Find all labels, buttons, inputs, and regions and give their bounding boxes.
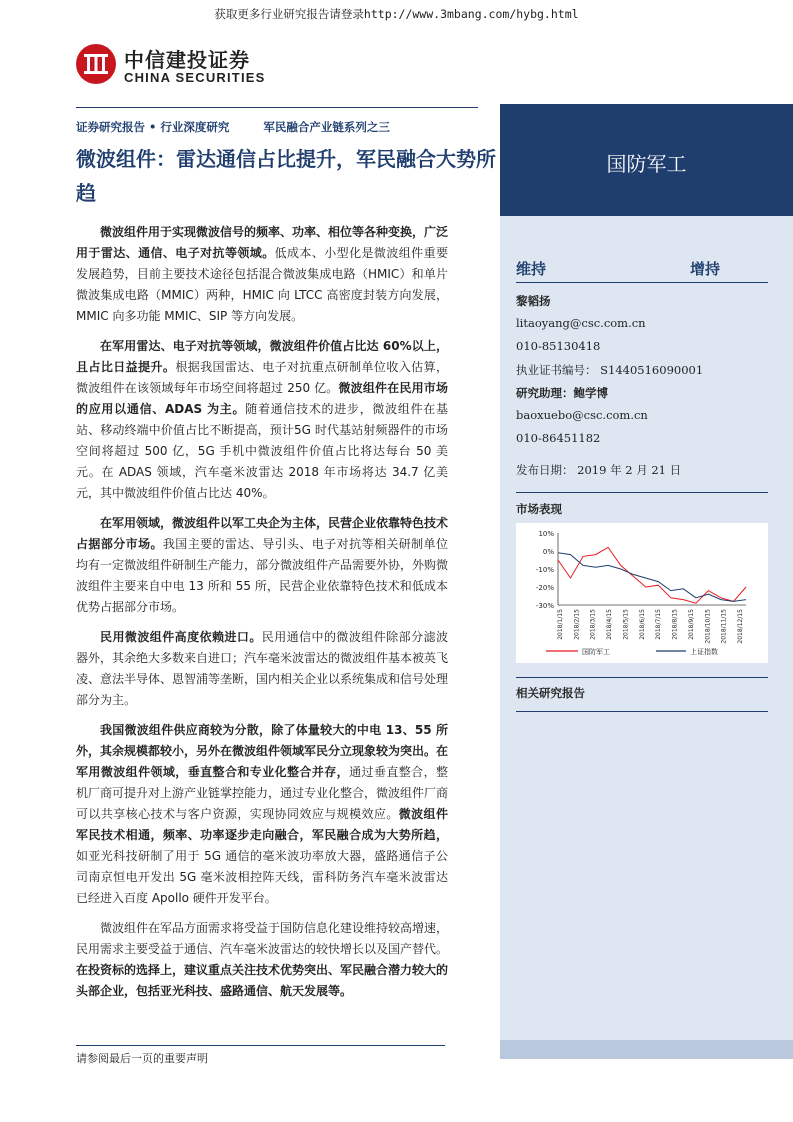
related-title: 相关研究报告 [516, 686, 585, 700]
x-tick-label: 2018/11/15 [720, 609, 728, 644]
x-tick-label: 2018/7/15 [655, 609, 663, 640]
y-tick-label: -30% [535, 602, 554, 610]
analyst-cert: 执业证书编号： S1440516090001 [516, 363, 704, 377]
sector-label: 国防军工 [606, 152, 687, 176]
analyst-phone: 010-85130418 [516, 339, 601, 353]
brand-logo-icon [76, 44, 116, 84]
paragraph-text: 我国主要的雷达、导引头、电子对抗等相关研制单位均有一定微波组件研制生产能力，部分微波组件产品需要外协，外购微波组件主要来自中电 13 所和 55 所，民营企业依靠特色技术和低成本优势占据部分市场。 [76, 537, 449, 614]
report-title: 微波组件：雷达通信占比提升，军民融合大势所趋 [76, 147, 496, 205]
paragraph-text: 民用通信中的微波组件除部分滤波器外，其余绝大多数来自进口；汽车毫米波雷达的微波组件基本被英飞凌、意法半导体、恩智浦等垄断，国内相关企业以系统集成和信号处理部分为主。 [76, 630, 449, 707]
sidebar-divider [516, 282, 768, 283]
x-tick-label: 2018/9/15 [687, 609, 695, 640]
brand-name-cn: 中信建投证券 [124, 48, 250, 72]
assistant-name: 研究助理：鲍学博 [516, 386, 608, 400]
legend-label: 上证指数 [690, 648, 718, 656]
y-tick-label: 10% [538, 530, 554, 538]
x-tick-label: 2018/1/15 [557, 609, 564, 640]
series-line [558, 547, 746, 603]
paragraph-text: 如亚光科技研制了用于 5G 通信的毫米波功率放大器，盛路通信子公司南京恒电开发出 5G 毫米波相控阵天线，雷科防务汽车毫米波雷达已经进入百度 Apollo 硬件开发平台。 [76, 849, 448, 905]
paragraph-text: 根据我国雷达、电子对抗重点研制单位收入估算，微波组件在该领域每年市场空间将超过 250 亿。 [76, 360, 448, 395]
brand-name-en: CHINA SECURITIES [124, 70, 266, 85]
x-tick-label: 2018/4/15 [606, 609, 614, 640]
x-tick-label: 2018/10/15 [704, 609, 712, 644]
analyst-email[interactable]: litaoyang@csc.com.cn [516, 316, 646, 330]
header-rule [76, 107, 478, 108]
sidebar-footer-bar [500, 1040, 793, 1059]
paragraph [76, 720, 448, 909]
x-tick-label: 2018/2/15 [573, 609, 581, 640]
paragraph-bold: 在投资标的选择上，建议重点关注技术优势突出、军民融合潜力较大的头部企业，包括亚光科技、盛路通信、航天发展等。 [76, 963, 449, 998]
report-type: 证券研究报告 • 行业深度研究 [76, 120, 230, 134]
assistant-phone: 010-86451182 [516, 431, 601, 445]
x-tick-label: 2018/3/15 [589, 609, 597, 640]
paragraph [76, 222, 448, 327]
paragraph [76, 918, 448, 1002]
paragraph-bold: 我国微波组件供应商较为分散，除了体量较大的中电 13、55 所外，其余规模都较小，另外在微波组件领域军民分立现象较为突出。在军用微波组件领域，垂直整合和专业化整合并存， [76, 723, 449, 779]
publish-date: 发布日期： 2019 年 2 月 21 日 [516, 463, 682, 477]
paragraph-bold: 微波组件军民技术相通，频率、功率逐步走向融合，军民融合成为大势所趋， [76, 807, 448, 842]
x-tick-label: 2018/6/15 [638, 609, 646, 640]
report-body [76, 222, 448, 1011]
paragraph [76, 336, 448, 504]
paragraph-text: 低成本、小型化是微波组件重要发展趋势，目前主要技术途径包括混合微波集成电路（HMIC）和单片微波集成电路（MMIC）两种，HMIC 向 LTCC 高密度封装方向发展，MMIC 向多功能 MMIC、SIP 等方向发展。 [76, 246, 448, 323]
y-tick-label: -10% [535, 566, 554, 574]
top-banner: 获取更多行业研究报告请登录http://www.3mbang.com/hybg.html [214, 7, 579, 21]
paragraph-text: 随着通信技术的进步，微波组件在基站、移动终端中价值占比不断提高，预计5G 时代基站射频器件的市场空间将超过 500 亿，5G 手机中微波组件价值占比将达每台 50 美元。在 ADAS 领域，汽车毫米波雷达 2018 年市场将达 34.7 亿美元，其中微波组件价值占比达 40%。 [76, 402, 448, 500]
market-chart [516, 523, 768, 663]
report-series [76, 119, 390, 135]
series-line [558, 553, 746, 602]
rating-value: 增持 [690, 260, 721, 278]
paragraph [76, 513, 448, 618]
rating-label: 维持 [516, 260, 547, 278]
analyst-name: 黎韬扬 [516, 294, 551, 308]
paragraph-bold: 在军用领域，微波组件以军工央企为主体，民营企业依靠特色技术占据部分市场。 [76, 516, 449, 551]
legend-label: 国防军工 [582, 648, 610, 656]
paragraph-bold: 微波组件在民用市场的应用以通信、ADAS 为主。 [76, 381, 448, 416]
footer-rule [76, 1045, 445, 1046]
footer-note: 请参阅最后一页的重要声明 [76, 1052, 208, 1065]
market-chart-svg [516, 523, 768, 663]
sidebar-divider [516, 711, 768, 712]
paragraph-text: 微波组件在军品方面需求将受益于国防信息化建设维持较高增速，民用需求主要受益于通信、汽车毫米波雷达的较快增长以及国产替代。 [76, 921, 449, 956]
x-tick-label: 2018/5/15 [622, 609, 630, 640]
paragraph [76, 627, 448, 711]
y-tick-label: 0% [542, 548, 554, 556]
paragraph-text: 通过垂直整合，整机厂商可提升对上游产业链掌控能力，通过专业化整合，微波组件厂商可以共享核心技术与客户资源，实现协同效应与规模效应。 [76, 765, 449, 821]
market-title: 市场表现 [516, 502, 562, 516]
sidebar-divider [516, 677, 768, 678]
x-tick-label: 2018/8/15 [671, 609, 679, 640]
sidebar-divider [516, 492, 768, 493]
y-tick-label: -20% [535, 584, 554, 592]
paragraph-bold: 民用微波组件高度依赖进口。 [100, 630, 262, 644]
paragraph-bold: 在军用雷达、电子对抗等领域，微波组件价值占比达 60%以上，且占比日益提升。 [76, 339, 448, 374]
assistant-email[interactable]: baoxuebo@csc.com.cn [516, 408, 648, 422]
x-tick-label: 2018/12/15 [737, 609, 744, 644]
paragraph-bold: 微波组件用于实现微波信号的频率、功率、相位等各种变换，广泛用于雷达、通信、电子对抗等领域。 [76, 225, 449, 260]
series-name: 军民融合产业链系列之三 [263, 120, 390, 134]
